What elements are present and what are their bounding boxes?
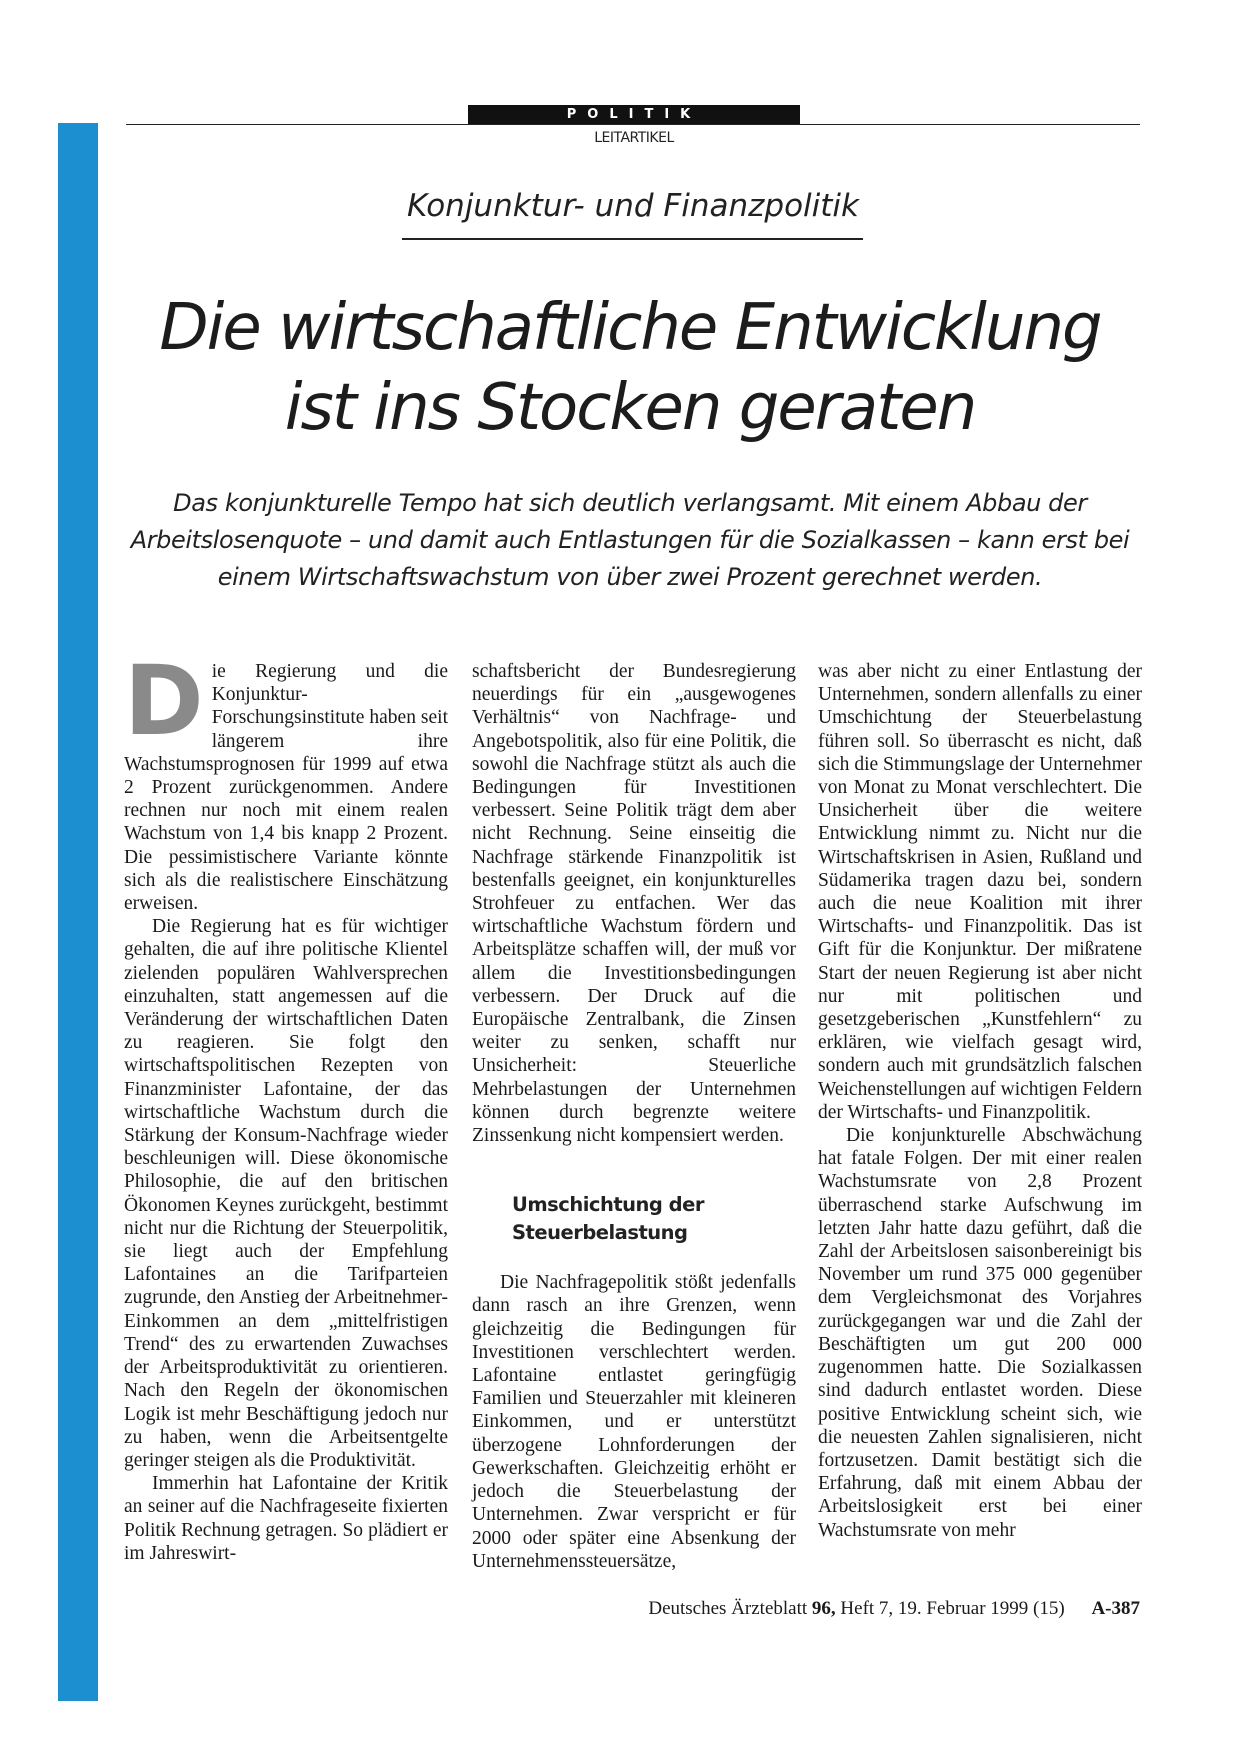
journal-issue: Heft 7, 19. Februar 1999 (15) — [840, 1598, 1065, 1619]
paragraph: Die konjunkturelle Abschwächung hat fatale Folgen. Der mit einer realen Wachstumsrate von 2,8 Prozent überraschend starke Aufschwung im letzten Jahr hatte dazu geführt, daß die Zahl der Arbeitslosen saisonbereinigt bis November um rund 375 000 gegenüber dem Vergleichsmonat des Vorjahres zurückgegangen war und die Zahl der Beschäftigten um gut 200 000 zugenommen hatte. Die Sozialkassen sind dadurch entlastet worden. Diese positive Entwicklung scheint sich, wie die neuesten Zahlen signalisieren, nicht fortzusetzen. Damit bestätigt sich die Erfahrung, daß mit einem Abbau der Arbeitslosigkeit erst bei einer Wachstumsrate von mehr — [818, 1125, 1142, 1541]
dropcap: D — [124, 645, 204, 757]
page-number: A-387 — [1091, 1598, 1140, 1619]
paragraph: Die Nachfragepolitik stößt jedenfalls dann rasch an ihre Grenzen, wenn gleichzeitig die Bedingungen für Investitionen verschlechtert werden. Lafontaine entlastet geringfügig Familien und Steuerzahler mit kleineren Einkommen, und er unterstützt überzogene Lohnforderungen der Gewerkschaften. Gleichzeitig erhöht er jedoch die Steuerbelastung der Unternehmen. Zwar verspricht er für 2000 oder später eine Absenkung der Unternehmenssteuersätze, — [472, 1272, 796, 1572]
headline-line-1: Die wirtschaftliche Entwicklung — [159, 291, 1101, 365]
section-label: POLITIK — [468, 105, 800, 124]
paragraph: Immerhin hat Lafontaine der Kritik an seiner auf die Nachfrageseite fixierten Politik Rechnung getragen. So plädiert er im Jahreswirt- — [124, 1473, 448, 1564]
paragraph — [124, 645, 448, 915]
header-rule — [126, 124, 1140, 125]
section-subhead — [512, 1191, 796, 1247]
paragraph: was aber nicht zu einer Entlastung der Unternehmen, sondern allenfalls zu einer Umschichtung der Steuerbelastung führen soll. So überrascht es nicht, daß sich die Stimmungslage der Unternehmer von Monat zu Monat verschlechtert. Die Unsicherheit über die weitere Entwicklung nimmt zu. Nicht nur die Wirtschaftskrisen in Asien, Rußland und Südamerika tragen dazu bei, sondern auch die neue Koalition mit ihrer Wirtschafts- und Finanzpolitik. Das ist Gift für die Konjunktur. Der mißratene Start der neuen Regierung ist aber nicht nur mit politischen und gesetzgeberischen „Kunstfehlern“ zu erklären, wie vielfach gesagt wird, sondern auch mit grundsätzlich falschen Weichenstellungen auf wichtigen Feldern der Wirtschafts- und Finanzpolitik. — [818, 661, 1142, 1123]
page-footer — [648, 1598, 1140, 1620]
paragraph: schaftsbericht der Bundesregierung neuerdings für ein „ausgewogenes Verhältnis“ von Nachfrage- und Angebotspolitik, also für eine Politik, die sowohl die Nachfrage stützt als auch die Bedingungen für Investitionen verbessert. Seine Politik trägt dem aber nicht Rechnung. Seine einseitig die Nachfrage stärkende Finanzpolitik ist bestenfalls geeignet, ein konjunkturelles Strohfeuer zu entfachen. Wer das wirtschaftliche Wachstum fördern und Arbeitsplätze schaffen will, der muß vor allem die Investitionsbedingungen verbessern. Der Druck auf die Europäische Zentralbank, die Zinsen weiter zu senken, schafft nur Unsicherheit: Steuerliche Mehrbelastungen der Unternehmen können durch begrenzte weitere Zinssenkung nicht kompensiert werden. — [472, 661, 796, 1147]
article-headline — [140, 288, 1120, 448]
article-kicker: Konjunktur- und Finanzpolitik — [406, 188, 859, 224]
journal-volume: 96, — [811, 1598, 836, 1619]
text-column-3 — [818, 660, 1142, 1542]
journal-name: Deutsches Ärzteblatt — [648, 1598, 808, 1619]
headline-line-2: ist ins Stocken geraten — [284, 371, 976, 445]
text-column-2 — [472, 660, 796, 1573]
subsection-label: LEITARTIKEL — [594, 130, 674, 146]
paragraph-text: ie Regierung und die Konjunktur-Forschungsinstitute haben seit längerem ihre Wachstumsprognosen für 1999 auf etwa 2 Prozent zurückgenommen. Andere rechnen nur noch mit einem realen Wachstum von 1,4 bis knapp 2 Prozent. Die pessimistischere Variante könnte sich als die realistischere Einschätzung erweisen. — [124, 661, 448, 915]
kicker-underline — [402, 238, 863, 240]
article-lead: Das konjunkturelle Tempo hat sich deutlich verlangsamt. Mit einem Abbau der Arbeitslosenquote – und damit auch Entlastungen für die Sozialkassen – kann erst bei einem Wirtschaftswachstum von über zwei Prozent gerechnet werden. — [130, 489, 1130, 591]
accent-bar — [58, 123, 98, 1701]
paragraph: Die Regierung hat es für wichtiger gehalten, die auf ihre politische Klientel zielenden populären Wahlversprechen einzuhalten, statt angemessen auf die Veränderung der wirtschaftlichen Daten zu reagieren. Sie folgt den wirtschaftspolitischen Rezepten von Finanzminister Lafontaine, der das wirtschaftliche Wachstum durch die Stärkung der Konsum-Nachfrage wieder beschleunigen will. Diese ökonomische Philosophie, die auf den britischen Ökonomen Keynes zurückgeht, bestimmt nicht nur die Richtung der Steuerpolitik, sie liegt auch der Empfehlung Lafontaines an die Tarifparteien zugrunde, den Anstieg der Arbeitnehmer-Einkommen an dem „mittelfristigen Trend“ des zu erwartenden Zuwachses der Arbeitsproduktivität zu orientieren. Nach den Regeln der ökonomischen Logik ist mehr Beschäftigung jedoch nur zu haben, wenn die Arbeitsentgelte geringer steigen als die Produktivität. — [124, 916, 448, 1471]
text-column-1 — [124, 645, 448, 1565]
subhead-line-1: Umschichtung der — [512, 1193, 704, 1217]
subhead-line-2: Steuerbelastung — [512, 1221, 688, 1245]
